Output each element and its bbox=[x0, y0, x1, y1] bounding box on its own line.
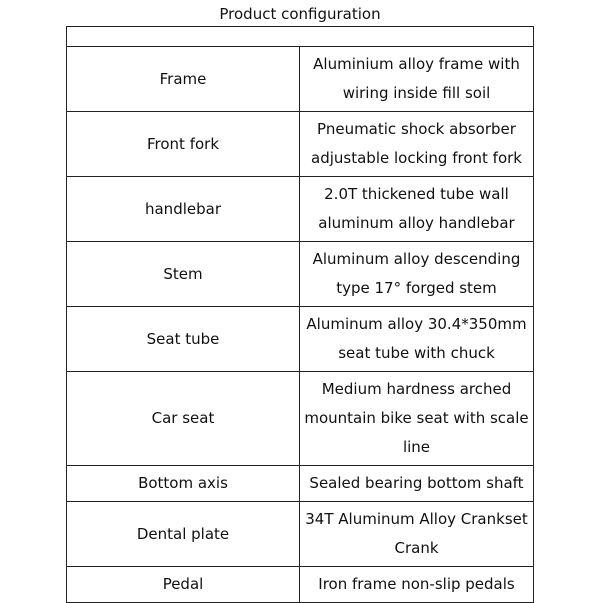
part-cell: Seat tube bbox=[67, 307, 300, 372]
part-cell: Pedal bbox=[67, 567, 300, 603]
table-row bbox=[67, 47, 534, 112]
spec-cell: 34T Aluminum Alloy Crankset Crank bbox=[300, 502, 534, 567]
table-header-cell bbox=[67, 27, 534, 47]
spec-table bbox=[66, 26, 534, 603]
part-cell: Dental plate bbox=[67, 502, 300, 567]
table-row bbox=[67, 242, 534, 307]
part-cell: Stem bbox=[67, 242, 300, 307]
spec-cell: Sealed bearing bottom shaft bbox=[300, 466, 534, 502]
page-title: Product configuration bbox=[219, 5, 381, 23]
spec-cell: Aluminum alloy 30.4*350mm seat tube with chuck bbox=[300, 307, 534, 372]
spec-cell: Aluminum alloy descending type 17° forged stem bbox=[300, 242, 534, 307]
spec-cell: Aluminium alloy frame with wiring inside fill soil bbox=[300, 47, 534, 112]
table-row bbox=[67, 372, 534, 466]
part-cell: Front fork bbox=[67, 112, 300, 177]
table-header-row bbox=[67, 27, 534, 47]
spec-cell: Iron frame non-slip pedals bbox=[300, 567, 534, 603]
part-cell: Frame bbox=[67, 47, 300, 112]
table-row bbox=[67, 567, 534, 603]
spec-cell: Pneumatic shock absorber adjustable locking front fork bbox=[300, 112, 534, 177]
part-cell: handlebar bbox=[67, 177, 300, 242]
part-cell: Bottom axis bbox=[67, 466, 300, 502]
table-row bbox=[67, 502, 534, 567]
table-row bbox=[67, 112, 534, 177]
table-row bbox=[67, 177, 534, 242]
spec-cell: Medium hardness arched mountain bike seat with scale line bbox=[300, 372, 534, 466]
table-row bbox=[67, 466, 534, 502]
part-cell: Car seat bbox=[67, 372, 300, 466]
table-row bbox=[67, 307, 534, 372]
spec-cell: 2.0T thickened tube wall aluminum alloy handlebar bbox=[300, 177, 534, 242]
